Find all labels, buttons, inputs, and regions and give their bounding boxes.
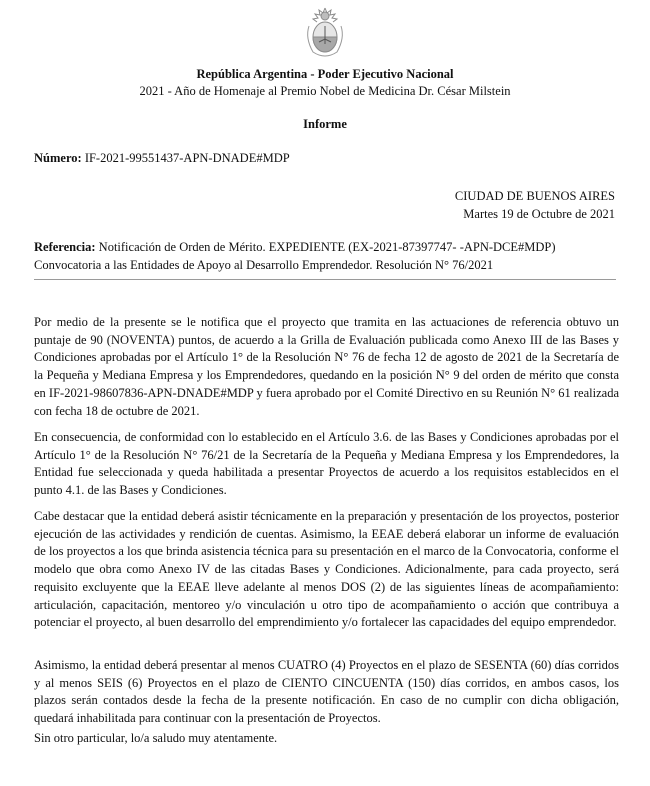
header-subtitle: 2021 - Año de Homenaje al Premio Nobel de Medicina Dr. César Milstein <box>139 84 511 98</box>
paragraph-1 <box>34 314 619 420</box>
document-number <box>34 151 290 166</box>
reference-line-2: Convocatoria a las Entidades de Apoyo al Desarrollo Emprendedor. Resolución N° 76/2021 <box>34 258 494 272</box>
reference-block <box>34 238 619 274</box>
paragraph-text: Sin otro particular, lo/a saludo muy atentamente. <box>34 731 278 745</box>
reference-line-1 <box>34 238 619 256</box>
divider <box>34 279 616 280</box>
reference-label: Referencia: <box>34 240 96 254</box>
coat-of-arms-seal <box>303 6 347 58</box>
paragraph-text: Asimismo, la entidad deberá presentar al menos CUATRO (4) Proyectos en el plazo de SESENTA (60) días corridos y al menos SEIS (6) Proyectos en el plazo de CIENTO CINCUENTA (150) días corridos, en ambos casos, los plazos serán contados desde la fecha de la presente notificación. En caso de no cumplir con dicha obligación, quedará inhabilitada para continuar con la presentación de Proyectos. <box>34 658 619 726</box>
paragraph-text: Cabe destacar que la entidad deberá asistir técnicamente en la preparación y presentación de los proyectos, posterior ejecución de las actividades y rendición de cuentas. Asimismo, la EEAE deberá elaborar un informe de evaluación de los proyectos a los que brinda asistencia técnica para su presentación en el marco de la Convocatoria, conforme el modelo que obra como Anexo IV de las citadas Bases y Condiciones. Adicionalmente, para cada proyecto, será requisito excluyente que la EEAE lleve adelante al menos DOS (2) de las siguientes líneas de acompañamiento: articulación, capacitación, mentoreo y/o vinculación u otro tipo de acompañamiento o acción que contribuya a potenciar el proyecto, al buen desarrollo del emprendimiento y/o fortalecer las capacidades del equipo emprendedor. <box>34 509 619 630</box>
reference-text: Notificación de Orden de Mérito. EXPEDIENTE (EX-2021-87397747- -APN-DCE#MDP) <box>98 240 556 254</box>
paragraph-4 <box>34 657 619 728</box>
document-type: Informe <box>303 117 347 131</box>
header-title: República Argentina - Poder Ejecutivo Nacional <box>196 67 454 81</box>
closing-line <box>34 730 619 748</box>
date: Martes 19 de Octubre de 2021 <box>463 207 615 221</box>
paragraph-2 <box>34 429 619 500</box>
document-number-value: IF-2021-99551437-APN-DNADE#MDP <box>84 151 290 165</box>
document-number-label: Número: <box>34 151 82 165</box>
paragraph-3 <box>34 508 619 632</box>
city: CIUDAD DE BUENOS AIRES <box>454 189 615 203</box>
paragraph-text: Por medio de la presente se le notifica que el proyecto que tramita en las actuaciones de referencia obtuvo un puntaje de 90 (NOVENTA) puntos, de acuerdo a la Grilla de Evaluación publicada como Anexo III de las Bases y Condiciones aprobadas por el Artículo 1° de la Resolución N° 76 de fecha 12 de agosto de 2021 de la Secretaría de la Pequeña y Mediana Empresa y los Emprendedores, quedando en la posición N° 9 del orden de mérito que consta en IF-2021-98607836-APN-DNADE#MDP y fuera aprobado por el Comité Directivo en su Reunión N° 61 realizada con fecha 18 de octubre de 2021. <box>34 315 619 418</box>
paragraph-text: En consecuencia, de conformidad con lo establecido en el Artículo 3.6. de las Bases y Condiciones aprobadas por el Artículo 1° de la Resolución N° 76/21 de la Secretaría de la Pequeña y Mediana Empresa y los Emprendedores, la Entidad fue seleccionada y queda habilitada a presentar Proyectos de acuerdo a los requisitos establecidos en el punto 4.1. de las Bases y Condiciones. <box>34 430 619 498</box>
